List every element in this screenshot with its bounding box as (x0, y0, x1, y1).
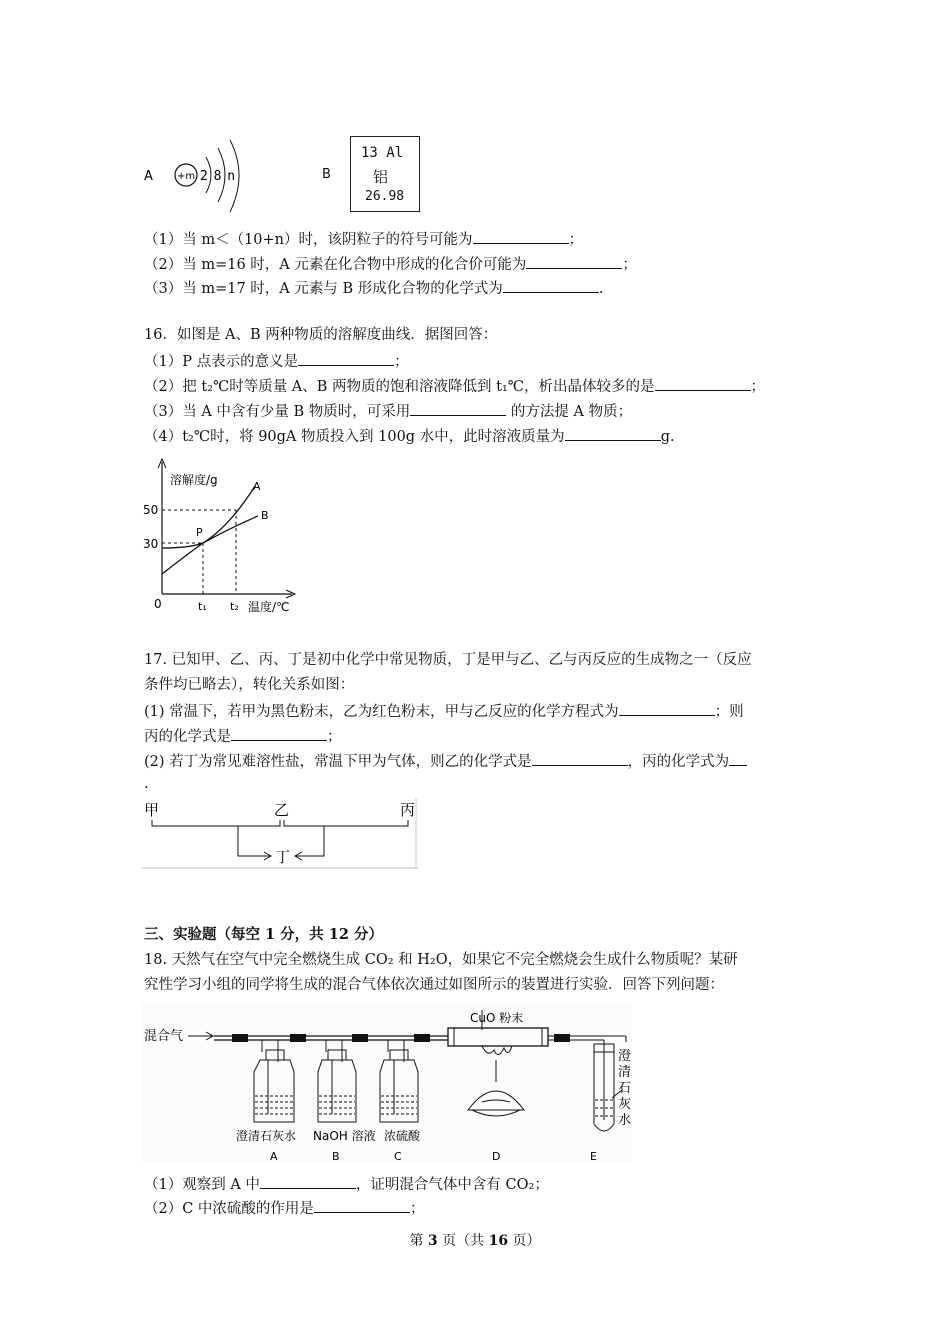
curve-a-label: A (253, 480, 261, 493)
q17-stem-2: 条件均已略去），转化关系如图： (144, 677, 355, 693)
rubber-joint (290, 1034, 306, 1042)
q16-stem: 16．如图是 A、B 两种物质的溶解度曲线．据图回答： (144, 327, 498, 343)
section-3-title: 三、实验题（每空 1 分，共 12 分） (144, 926, 383, 943)
line-jia-yi (152, 820, 280, 826)
rubber-joint (554, 1034, 570, 1042)
rubber-joint (232, 1034, 248, 1042)
q18-stem-1: 18. 天然气在空气中完全燃烧生成 CO₂ 和 H₂O，如果它不完全燃烧会生成什么物质呢？某研 (144, 952, 738, 968)
node-yi: 乙 (274, 801, 290, 819)
e-label-char: 清 (618, 1065, 632, 1080)
q15-item-3: （3）当 m=17 时，A 元素与 B 形成化合物的化学式为 . (144, 277, 603, 299)
e-label-char: 澄 (618, 1049, 632, 1064)
page-total: 16 (488, 1233, 509, 1249)
answer-blank[interactable] (314, 1197, 410, 1213)
q18-stem-2: 究性学习小组的同学将生成的混合气体依次通过如图所示的装置进行实验．回答下列问题： (144, 977, 724, 993)
element-mass: 26.98 (365, 189, 405, 204)
page-number: 3 (427, 1233, 438, 1249)
conversion-diagram (142, 798, 418, 870)
element-name: 铝 (373, 168, 389, 186)
x-axis-label: 温度/℃ (248, 600, 290, 614)
rubber-joint (414, 1034, 430, 1042)
cuo-label: CuO 粉末 (470, 1011, 524, 1025)
inlet-label: 混合气 (144, 1029, 184, 1044)
experiment-apparatus (142, 1002, 632, 1164)
node-jia: 甲 (144, 801, 160, 819)
q17-item-1b: 丙的化学式是 ； (144, 725, 342, 747)
letter-a: A (270, 1150, 278, 1163)
e-label-char: 灰 (618, 1097, 632, 1112)
answer-blank[interactable] (503, 277, 599, 293)
letter-d: D (492, 1150, 501, 1163)
answer-blank[interactable] (260, 1173, 356, 1189)
node-bing: 丙 (400, 801, 416, 819)
y-tick-50: 50 (143, 503, 159, 517)
q16-item-1: （1）P 点表示的意义是 ； (144, 350, 409, 372)
answer-blank[interactable] (410, 400, 506, 416)
fig-a-label: A (144, 169, 153, 184)
q15-item-1: （1）当 m＜（10+n）时，该阴粒子的符号可能为 ； (144, 228, 583, 250)
curve-b (162, 516, 258, 574)
shell-electron-counts: 2 8 n (200, 169, 235, 184)
q15-item-2: （2）当 m=16 时，A 元素在化合物中形成的化合价可能为 ； (144, 253, 637, 275)
periodic-table-cell (350, 136, 420, 212)
q16-item-2: （2）把 t₂℃时等质量 A、B 两物质的饱和溶液降低到 t₁℃，析出晶体较多的是 ； (144, 375, 765, 397)
a-name: 澄清石灰水 (236, 1129, 297, 1143)
answer-blank[interactable] (473, 228, 569, 244)
node-ding: 丁 (275, 848, 291, 866)
e-label-char: 石 (618, 1081, 632, 1096)
point-p-label: P (196, 526, 203, 539)
fig-b-label: B (322, 167, 331, 182)
y-tick-30: 30 (143, 537, 159, 551)
answer-blank[interactable] (619, 700, 715, 716)
answer-blank[interactable] (532, 750, 628, 766)
origin-label: 0 (154, 597, 162, 611)
answer-blank[interactable] (565, 425, 661, 441)
answer-blank[interactable] (231, 725, 327, 741)
q17-item-2: (2) 若丁为常见难溶性盐，常温下甲为气体，则乙的化学式是 ，丙的化学式为 (144, 750, 747, 772)
q17-stem-1: 17. 已知甲、乙、丙、丁是初中化学中常见物质，丁是甲与乙、乙与丙反应的生成物之一（反应 (144, 652, 752, 668)
element-number-symbol: 13 Al (361, 145, 404, 161)
rubber-joint (352, 1034, 368, 1042)
q18-item-1: （1）观察到 A 中 ，证明混合气体中含有 CO₂； (144, 1173, 549, 1195)
q16-item-4: （4）t₂℃时，将 90gA 物质投入到 100g 水中，此时溶液质量为 g. (144, 425, 675, 447)
b-name: NaOH 溶液 (313, 1129, 376, 1143)
answer-blank[interactable] (655, 375, 751, 391)
q17-item-2-end: . (144, 776, 149, 792)
y-axis-label: 溶解度/g (170, 473, 218, 487)
curve-a (162, 486, 255, 548)
arrow-left (238, 826, 270, 856)
answer-blank[interactable] (729, 750, 747, 766)
q16-item-3: （3）当 A 中含有少量 B 物质时，可采用 的方法提 A 物质； (144, 400, 632, 422)
solubility-curve-graph (140, 456, 310, 620)
e-label-char: 水 (618, 1113, 632, 1128)
q17-item-1: (1) 常温下，若甲为黑色粉末，乙为红色粉末，甲与乙反应的化学方程式为 ；则 (144, 700, 744, 722)
atom-structure-diagram (140, 130, 260, 220)
nucleus-charge: +m (177, 171, 196, 182)
letter-c: C (394, 1150, 402, 1163)
c-name: 浓硫酸 (384, 1129, 421, 1143)
q18-item-2: （2）C 中浓硫酸的作用是 ； (144, 1197, 424, 1219)
answer-blank[interactable] (298, 350, 394, 366)
t2-label: t₂ (230, 600, 239, 613)
curve-b-label: B (261, 509, 269, 522)
arrow-right (296, 826, 324, 856)
answer-blank[interactable] (526, 253, 622, 269)
letter-e: E (590, 1150, 597, 1163)
page-footer: 第 3 页（共 16 页） (409, 1233, 541, 1249)
line-yi-bing (284, 820, 408, 826)
letter-b: B (332, 1150, 340, 1163)
t1-label: t₁ (198, 600, 207, 613)
